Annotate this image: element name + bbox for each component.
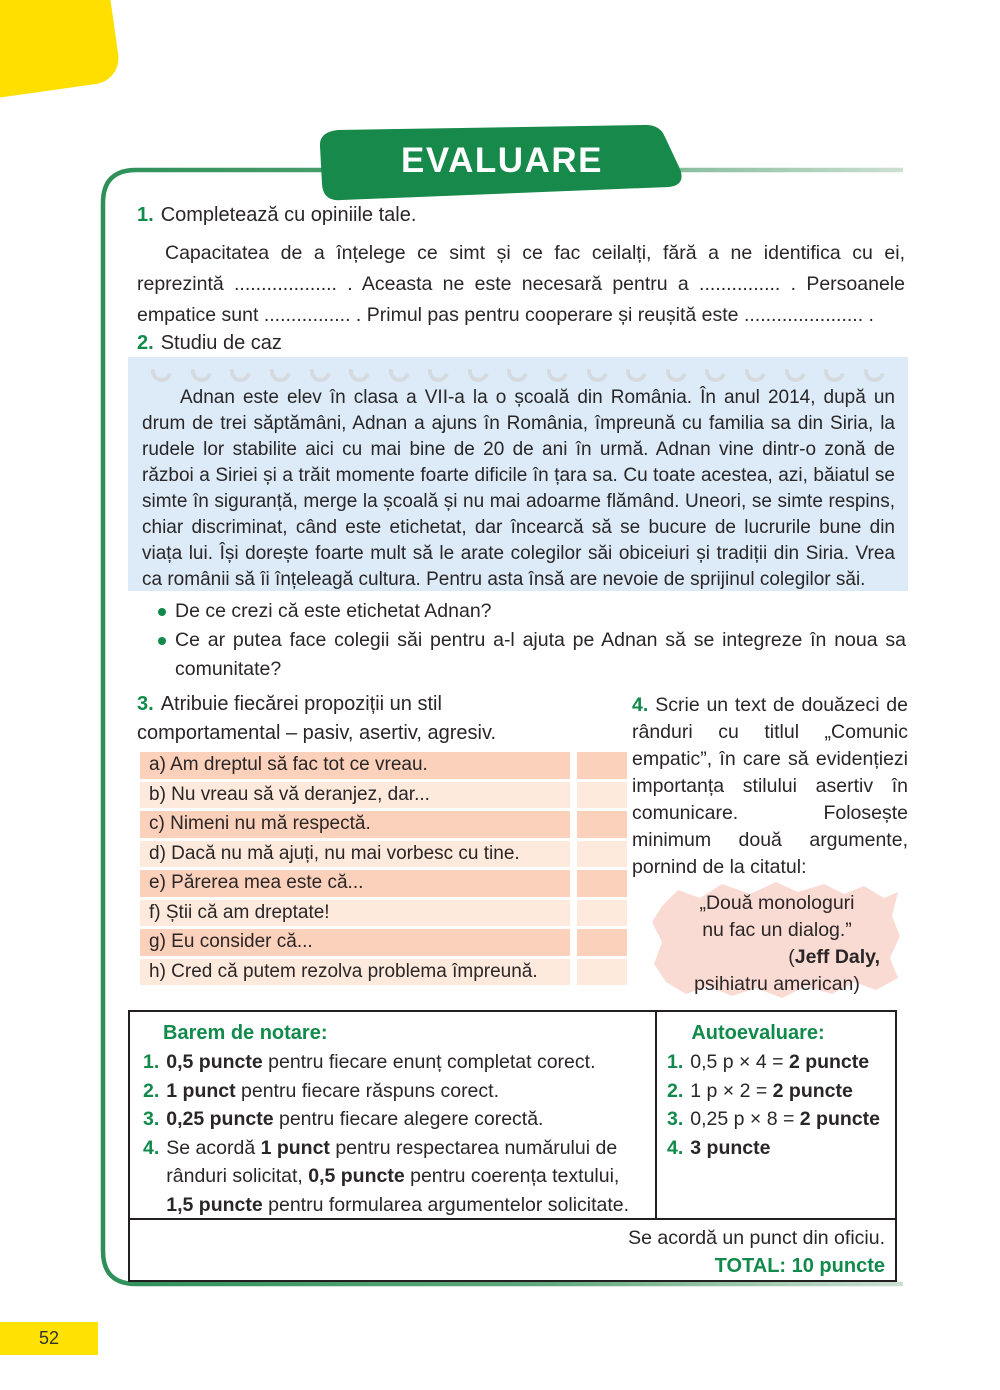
autoeval-item: [667, 1105, 889, 1134]
grading-item-number: 1.: [143, 1051, 160, 1073]
statement-row: [140, 900, 627, 927]
case-study-text: Adnan este elev în clasa a VII-a la o școală din România. În anul 2014, după un drum de trei săptămâni, Adnan a ajuns în România, împreună cu familia sa din Siria, la rudele lor stabilite aici cu mai bine de 20 de ani în urmă. Adnan vine dintr-o zonă de război a Siriei și a trăit momente foarte dificile în țara sa. Cu toate acestea, azi, băiatul se simte în siguranță, merge la școală și nu mai adoarme flămând. Uneori, se simte respins, chiar discriminat, când este etichetat, dar încearcă să se bucure de lucrurile bune din viața lui. Își dorește foarte mult să le arate colegilor săi obiceiuri și tradiții din Siria. Vrea ca românii să îi înțeleagă cultura. Pentru asta însă are nevoie de sprijinul colegilor săi.: [142, 387, 895, 590]
statement-row: [140, 752, 627, 779]
statement-label: e) Părerea mea este că...: [140, 870, 570, 897]
curl-icon: [662, 357, 691, 386]
autoeval-item-text: 3 puncte: [690, 1136, 771, 1159]
section-1-title: Completează cu opiniile tale.: [160, 204, 417, 226]
answer-box: [577, 841, 627, 868]
curl-icon: [622, 357, 651, 386]
grading-item-number: 3.: [143, 1108, 160, 1130]
statement-label: a) Am dreptul să fac tot ce vreau.: [140, 752, 570, 779]
statement-row: [140, 782, 627, 809]
curl-icon: [385, 357, 414, 386]
question-text: Ce ar putea face colegii săi pentru a-l ajuta pe Adnan să se integreze în noua sa comunitate?: [175, 629, 906, 680]
curl-icon: [147, 357, 176, 386]
autoeval-item: [667, 1048, 889, 1077]
section-1-heading: [137, 204, 416, 227]
autoeval-item-number: 2.: [667, 1079, 684, 1102]
curl-icon: [781, 357, 810, 386]
quote-text: [648, 890, 906, 998]
section-4-task: Scrie un text de douăzeci de rânduri cu titlul „Comunic empatic”, în care să evidențiezi importanța stilului asertiv în comunicare. Folosește minimum două argumente, pornind de la citatul:: [632, 694, 908, 878]
autoeval-item-text: 0,5 p × 4 = 2 puncte: [690, 1051, 870, 1073]
curl-icon: [543, 357, 572, 386]
section-2-title: Studiu de caz: [160, 332, 282, 354]
curl-icon: [504, 357, 533, 386]
fill-in-paragraph: Capacitatea de a înțelege ce simt și ce fac ceilalți, fără a ne identifica cu ei, reprezintă ................... . Aceasta ne este necesară pentru a ............... . Persoanele empatice sunt ................ . Primul pas pentru cooperare și reușită este ...................... .: [137, 242, 905, 326]
question-text: De ce crezi că este etichetat Adnan?: [175, 600, 492, 622]
section-4-text: [632, 692, 908, 881]
autoeval-item: [667, 1077, 889, 1106]
statement-label: g) Eu consider că...: [140, 929, 570, 956]
curl-icon: [464, 357, 493, 386]
answer-box: [577, 752, 627, 779]
autoeval-title: Autoevaluare:: [691, 1022, 825, 1044]
autoeval-item-text: 0,25 p × 8 = 2 puncte: [690, 1108, 880, 1130]
section-2-number: 2.: [137, 332, 154, 354]
curl-icon: [345, 357, 374, 386]
total-points: TOTAL: 10 puncte: [714, 1255, 885, 1277]
statement-label: b) Nu vreau să vă deranjez, dar...: [140, 782, 570, 809]
autoeval-item: [667, 1134, 889, 1163]
answer-box: [577, 870, 627, 897]
grading-table-top: [130, 1012, 895, 1218]
statement-label: d) Dacă nu mă ajuți, nu mai vorbesc cu tine.: [140, 841, 570, 868]
grading-item-text: Se acordă 1 punct pentru respectarea numărului de rânduri solicitat, 0,5 puncte pentru coerența textului, 1,5 puncte pentru formularea argumentelor solicitate.: [166, 1136, 630, 1216]
autoeval-item-number: 1.: [667, 1051, 684, 1073]
grading-item: [143, 1048, 645, 1077]
curl-icon: [306, 357, 335, 386]
grading-item-text: 1 punct pentru fiecare răspuns corect.: [166, 1079, 499, 1102]
statement-row: [140, 870, 627, 897]
grading-item: [143, 1134, 645, 1220]
answer-box: [577, 959, 627, 986]
curl-icon: [820, 357, 849, 386]
grading-item-text: 0,25 puncte pentru fiecare alegere corectă.: [166, 1108, 544, 1130]
answer-box: [577, 782, 627, 809]
section-3-heading: [137, 690, 577, 748]
grading-table-footer: [130, 1218, 895, 1280]
section-2-heading: [137, 332, 282, 355]
autoeval-panel: [657, 1012, 895, 1218]
statement-label: c) Nimeni nu mă respectă.: [140, 811, 570, 838]
answer-box: [577, 900, 627, 927]
bullet-icon: [158, 608, 166, 616]
autoeval-item-number: 3.: [667, 1108, 684, 1130]
section-4-number: 4.: [632, 694, 649, 716]
office-point-note: Se acordă un punct din oficiu.: [628, 1227, 885, 1249]
statement-label: h) Cred că putem rezolva problema împreună.: [140, 959, 570, 986]
statement-row: [140, 811, 627, 838]
curl-icon: [702, 357, 731, 386]
answer-box: [577, 811, 627, 838]
grading-item: [143, 1077, 645, 1106]
grading-table: [128, 1010, 897, 1282]
question-item: [158, 626, 906, 684]
quote-line-2: nu fac un dialog.”: [702, 919, 852, 941]
curl-icon: [741, 357, 770, 386]
barem-panel: [130, 1012, 657, 1218]
autoeval-items: [667, 1048, 889, 1162]
banner-label: EVALUARE: [401, 141, 603, 180]
grading-item-number: 2.: [143, 1079, 160, 1102]
quote-author-desc: psihiatru american): [694, 973, 860, 995]
curl-icon: [860, 357, 889, 386]
statement-row: [140, 959, 627, 986]
grading-item: [143, 1105, 645, 1134]
statement-list: [140, 752, 627, 988]
page-number-badge: [0, 1322, 98, 1355]
curl-icon: [583, 357, 612, 386]
autoeval-item-number: 4.: [667, 1136, 684, 1159]
curl-icon: [187, 357, 216, 386]
grading-item-number: 4.: [143, 1136, 160, 1159]
barem-title: Barem de notare:: [163, 1022, 328, 1044]
page-number: 52: [38, 1328, 60, 1348]
curl-icon: [227, 357, 256, 386]
section-3-number: 3.: [137, 693, 154, 715]
section-3-title: Atribuie fiecărei propoziții un stil comportamental – pasiv, asertiv, agresiv.: [137, 693, 497, 744]
statement-row: [140, 841, 627, 868]
evaluare-banner: [313, 123, 691, 204]
question-list: [158, 597, 906, 684]
grading-item-text: 0,5 puncte pentru fiecare enunț completat corect.: [166, 1051, 596, 1073]
statement-row: [140, 929, 627, 956]
quote-card: [648, 878, 906, 1002]
autoeval-item-text: 1 p × 2 = 2 puncte: [690, 1079, 853, 1102]
answer-box: [577, 929, 627, 956]
question-item: [158, 597, 906, 626]
quote-line-1: „Două monologuri: [699, 892, 855, 914]
quote-author: (Jeff Daly,: [788, 946, 880, 968]
statement-label: f) Știi că am dreptate!: [140, 900, 570, 927]
spiral-decoration: [128, 357, 908, 383]
bullet-icon: [158, 637, 166, 645]
curl-icon: [424, 357, 453, 386]
barem-items: [143, 1048, 645, 1219]
curl-icon: [266, 357, 295, 386]
section-1-number: 1.: [137, 204, 154, 226]
case-study-card: [128, 357, 908, 591]
